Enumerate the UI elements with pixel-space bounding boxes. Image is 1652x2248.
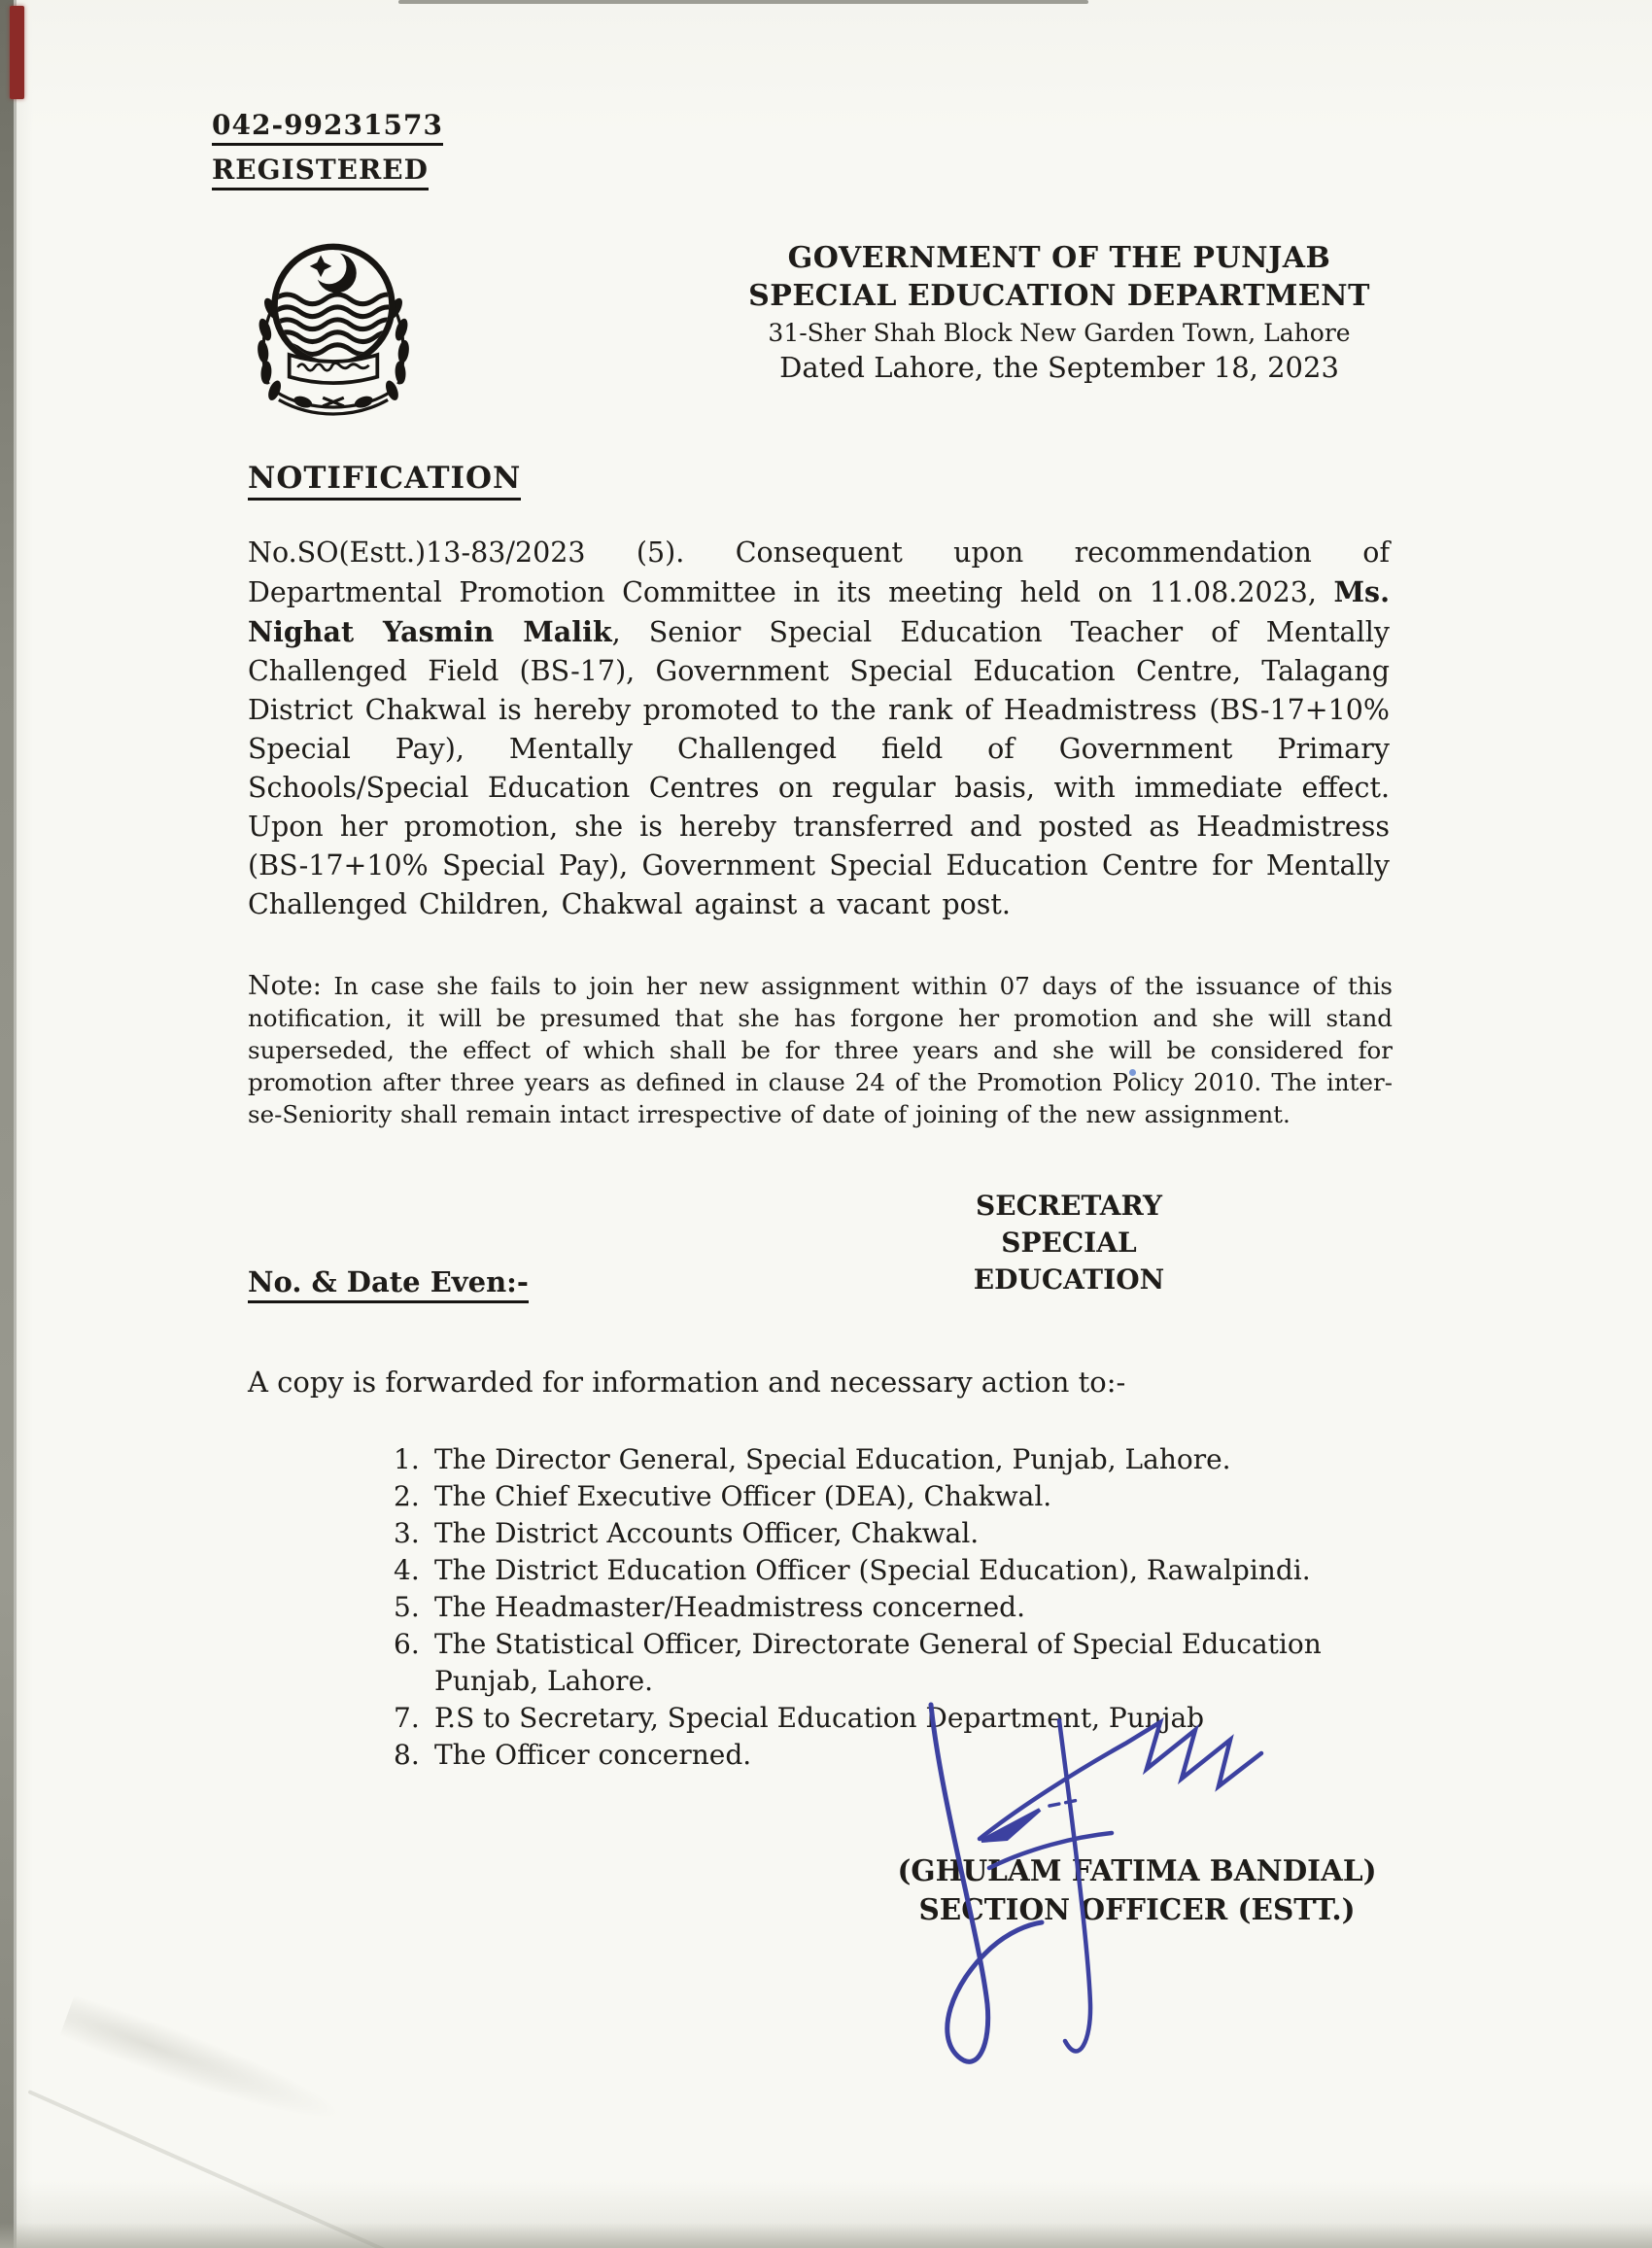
list-item-text: The Director General, Special Education, Punjab, Lahore.	[434, 1443, 1231, 1475]
number-date-even-line: No. & Date Even:-	[248, 1265, 529, 1303]
list-item-text: The Chief Executive Officer (DEA), Chakwal.	[434, 1480, 1052, 1512]
note-text: In case she fails to join her new assignment within 07 days of the issuance of this notification, it will be presumed that she has forgone her promotion and she will stand superseded, the effect of which shall be for three years and she will be considered for promotion after three years as defined in clause 24 of the Promotion Policy 2010. The inter-se-Seniority shall remain intact irrespective of date of joining of the new assignment.	[248, 972, 1393, 1128]
secretary-title-line1: SECRETARY	[976, 1190, 1162, 1222]
letterhead	[719, 241, 1399, 384]
signatory-title: SECTION OFFICER (ESTT.)	[918, 1892, 1356, 1926]
body-text-suffix: , Senior Special Education Teacher of Mentally Challenged Field (BS-17), Government Special Education Centre, Talagang District Chakwal is hereby promoted to the rank of Headmistress (BS-17+10% Special Pay), Mentally Challenged field of Government Primary Schools/Special Education Centres on regular basis, with immediate effect. Upon her promotion, she is hereby transferred and posted as Headmistress (BS-17+10% Special Pay), Government Special Education Centre for Mentally Challenged Children, Chakwal against a vacant post.	[248, 616, 1390, 920]
notification-body	[248, 534, 1390, 924]
office-phone-number: 042-99231573	[212, 109, 443, 146]
secretary-title-line2: SPECIAL EDUCATION	[973, 1227, 1165, 1296]
registered-label: REGISTERED	[212, 154, 429, 190]
list-item	[394, 1589, 1375, 1626]
signatory-name: (GHULAM FATIMA BANDIAL)	[897, 1853, 1377, 1887]
list-item	[394, 1441, 1375, 1478]
scan-edge-left	[0, 0, 14, 2248]
list-item	[394, 1552, 1375, 1589]
list-item-text: P.S to Secretary, Special Education Department, Punjab	[434, 1702, 1205, 1734]
list-item	[394, 1626, 1375, 1700]
list-item-number: 6.	[394, 1628, 420, 1660]
list-item-text: The Statistical Officer, Directorate General of Special Education Punjab, Lahore.	[434, 1628, 1322, 1697]
list-item-text: The Headmaster/Headmistress concerned.	[434, 1591, 1026, 1623]
list-item-number: 1.	[394, 1443, 420, 1475]
government-title: GOVERNMENT OF THE PUNJAB	[787, 241, 1331, 275]
note-paragraph	[248, 970, 1393, 1130]
list-item-text: The Officer concerned.	[434, 1739, 752, 1771]
list-item	[394, 1478, 1375, 1515]
list-item-text: The District Education Officer (Special Education), Rawalpindi.	[434, 1554, 1311, 1586]
department-address: 31-Sher Shah Block New Garden Town, Lahore	[768, 319, 1351, 347]
list-item-number: 2.	[394, 1480, 420, 1512]
list-item	[394, 1515, 1375, 1552]
paper-crease-shadow	[58, 1992, 349, 2138]
list-item-text: The District Accounts Officer, Chakwal.	[434, 1517, 980, 1549]
scan-edge-left-line	[14, 0, 17, 2248]
promotee-name: Ms. Nighat Yasmin Malik	[248, 575, 1390, 648]
signatory-secretary	[904, 1188, 1234, 1298]
notification-heading: NOTIFICATION	[248, 461, 521, 501]
department-title: SPECIAL EDUCATION DEPARTMENT	[748, 279, 1370, 313]
body-text-prefix: No.SO(Estt.)13-83/2023 (5). Consequent upon recommendation of Departmental Promotion Committee in its meeting held on 11.08.2023,	[248, 536, 1390, 608]
list-item-number: 7.	[394, 1702, 420, 1734]
note-label: Note:	[248, 971, 322, 1001]
red-ink-edge-mark	[10, 6, 24, 99]
scan-edge-top	[398, 0, 1088, 4]
list-item-number: 8.	[394, 1739, 420, 1771]
punjab-government-crest-icon	[222, 222, 445, 421]
list-item-number: 3.	[394, 1517, 420, 1549]
forwarding-line: A copy is forwarded for information and necessary action to:-	[248, 1366, 1126, 1399]
handwritten-signature	[834, 1693, 1388, 2082]
scan-edge-bottom	[0, 2223, 1652, 2248]
date-line: Dated Lahore, the September 18, 2023	[779, 351, 1339, 384]
list-item-number: 5.	[394, 1591, 420, 1623]
list-item-number: 4.	[394, 1554, 420, 1586]
